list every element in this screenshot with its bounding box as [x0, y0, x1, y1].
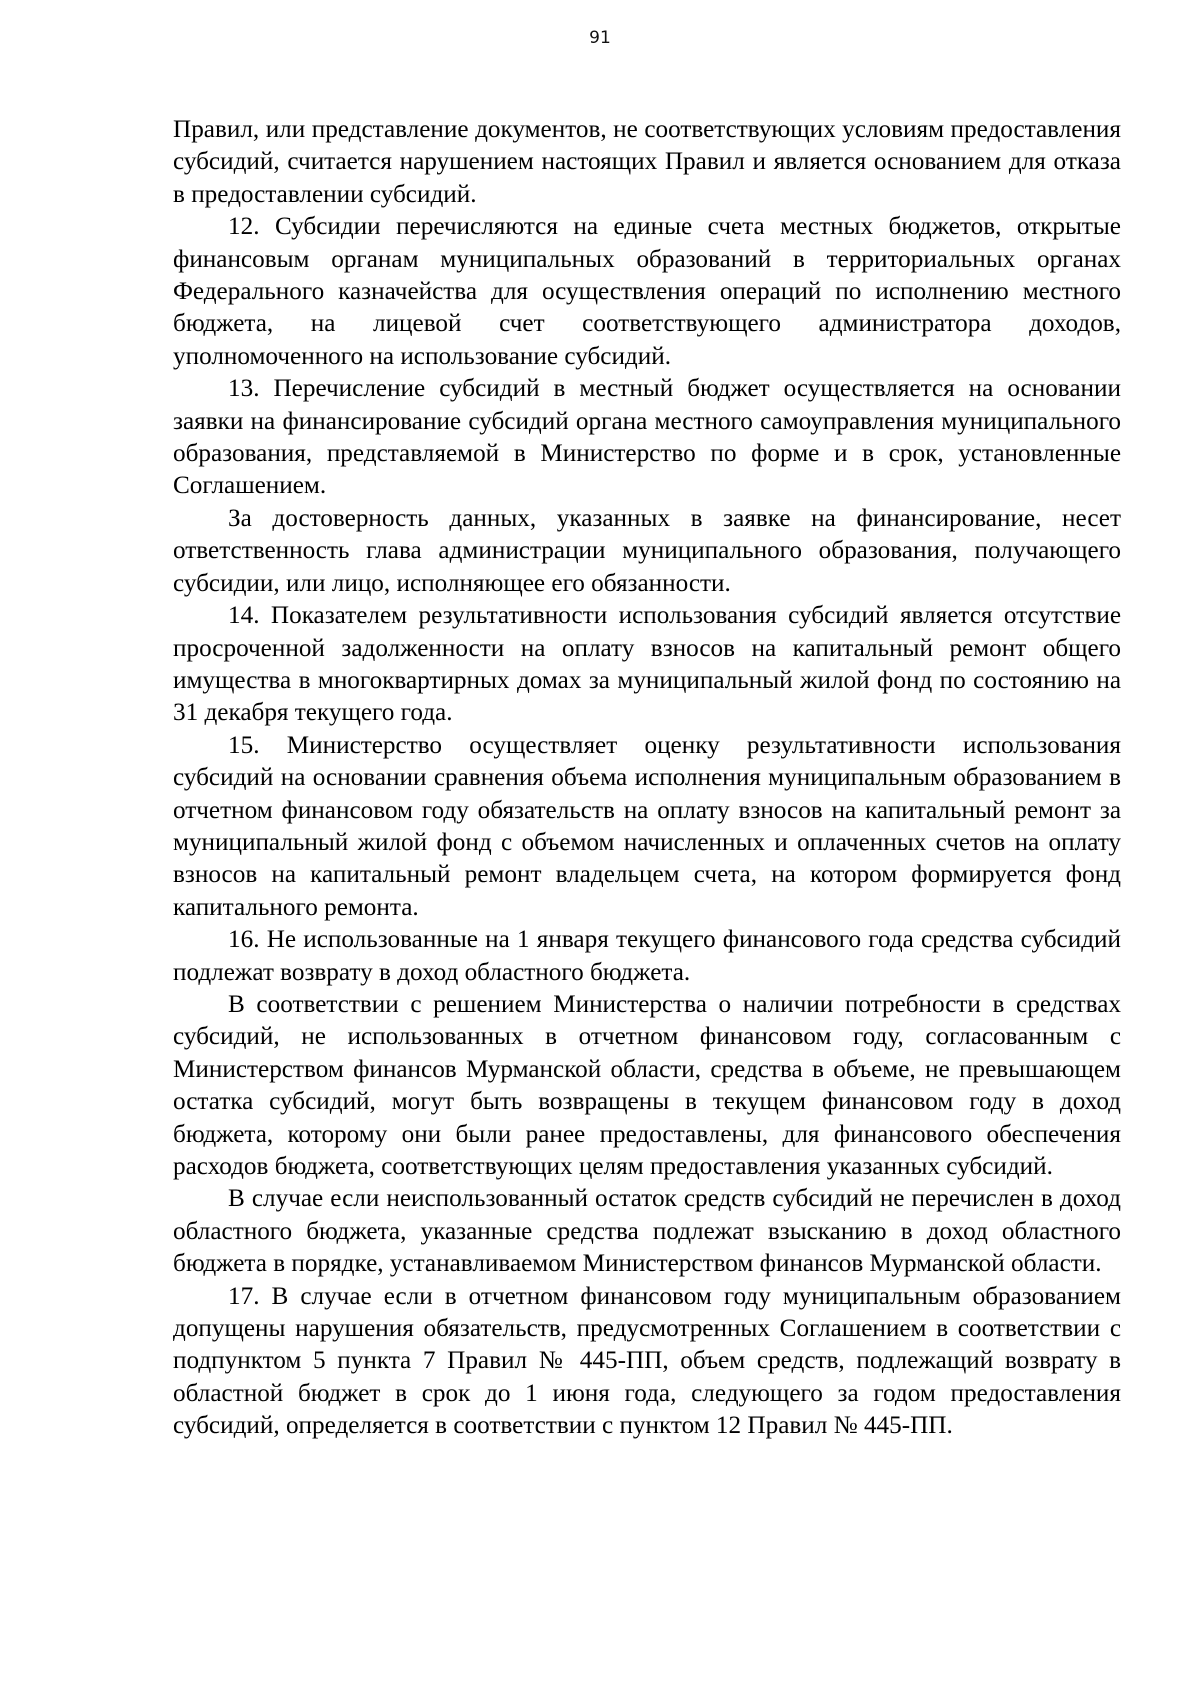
paragraph-item-15: 15. Министерство осуществляет оценку результативности использования субсидий на основании сравнения объема исполнения муниципальным образованием в отчетном финансовом году обязательств на оплату взносов на капитальный ремонт за муниципальный жилой фонд с объемом начисленных и оплаченных счетов на оплату взносов на капитальный ремонт владельцем счета, на котором формируется фонд капитального ремонта.	[173, 731, 1121, 921]
paragraph-item-13-responsibility: За достоверность данных, указанных в заявке на финансирование, несет ответственность глава администрации муниципального образования, получающего субсидии, или лицо, исполняющее его обязанности.	[173, 504, 1121, 597]
paragraph-item-16-return: В соответствии с решением Министерства о наличии потребности в средствах субсидий, не использованных в отчетном финансовом году, согласованным с Министерством финансов Мурманской области, средства в объеме, не превышающем остатка субсидий, могут быть возвращены в текущем финансовом году в доход бюджета, которому они были ранее предоставлены, для финансового обеспечения расходов бюджета, соответствующих целям предоставления указанных субсидий.	[173, 990, 1121, 1180]
page-number: 91	[589, 28, 611, 48]
paragraph-item-13: 13. Перечисление субсидий в местный бюджет осуществляется на основании заявки на финансирование субсидий органа местного самоуправления муниципального образования, представляемой в Министерство по форме и в срок, установленные Соглашением.	[173, 375, 1121, 500]
paragraph-item-14: 14. Показателем результативности использования субсидий является отсутствие просроченной задолженности на оплату взносов на капитальный ремонт общего имущества в многоквартирных домах за муниципальный жилой фонд по состоянию на 31 декабря текущего года.	[173, 602, 1121, 727]
paragraph-continuation: Правил, или представление документов, не соответствующих условиям предоставления субсидий, считается нарушением настоящих Правил и является основанием для отказа в предоставлении субсидий.	[173, 116, 1121, 208]
paragraph-item-16: 16. Не использованные на 1 января текущего финансового года средства субсидий подлежат возврату в доход областного бюджета.	[173, 926, 1121, 986]
paragraph-item-16-recovery: В случае если неиспользованный остаток средств субсидий не перечислен в доход областного бюджета, указанные средства подлежат взысканию в доход областного бюджета в порядке, устанавливаемом Министерством финансов Мурманской области.	[173, 1185, 1121, 1278]
paragraph-item-17: 17. В случае если в отчетном финансовом году муниципальным образованием допущены нарушения обязательств, предусмотренных Соглашением в соответствии с подпунктом 5 пункта 7 Правил № 445-ПП, объем средств, подлежащий возврату в областной бюджет в срок до 1 июня года, следующего за годом предоставления субсидий, определяется в соответствии с пунктом 12 Правил № 445-ПП.	[173, 1282, 1121, 1440]
paragraph-item-12: 12. Субсидии перечисляются на единые счета местных бюджетов, открытые финансовым органам муниципальных образований в территориальных органах Федерального казначейства для осуществления операций по исполнению местного бюджета, на лицевой счет соответствующего администратора доходов, уполномоченного на использование субсидий.	[173, 213, 1121, 370]
document-body	[173, 114, 1121, 1443]
